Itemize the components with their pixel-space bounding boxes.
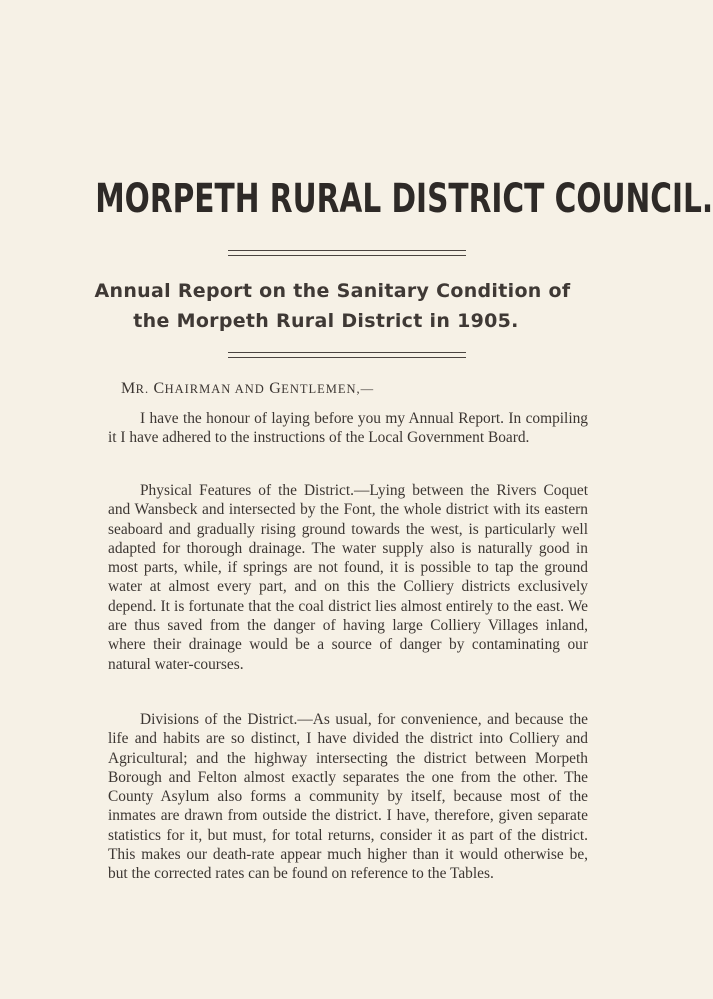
salutation-part: M <box>121 380 136 397</box>
salutation <box>121 380 374 398</box>
paragraph-physical-features: Physical Features of the District.—Lying between the Rivers Coquet and Wansbeck and intersected by the Font, the whole district with its eastern seaboard and gradually rising ground towards the west, is particularly well adapted for thorough drainage. The water supply also is naturally good in most parts, while, if springs are not found, it is possible to tap the ground water at almost every part, and on this the Colliery districts exclusively depend. It is fortunate that the coal district lies almost entirely to the east. We are thus saved from the danger of having large Colliery Villages inland, where their drainage would be a source of danger by contaminating our natural water-courses. <box>108 482 588 673</box>
salutation-part: HAIRMAN AND <box>164 382 265 396</box>
paragraph-divisions: Divisions of the District.—As usual, for convenience, and because the life and habits are so distinct, I have divided the district into Colliery and Agricultural; and the highway intersecting the district between Morpeth Borough and Felton almost exactly separates the one from the other. The County Asylum also forms a community by itself, because most of the inmates are drawn from outside the district. I have, therefore, given separate statistics for it, but must, for total returns, consider it as part of the district. This makes our death-rate appear much higher than it would otherwise be, but the corrected rates can be found on reference to the Tables. <box>108 711 588 883</box>
salutation-part: G <box>264 380 282 397</box>
report-subtitle-line-1: Annual Report on the Sanitary Condition of <box>94 280 571 302</box>
report-subtitle-line-2: the Morpeth Rural District in 1905. <box>133 310 519 332</box>
double-rule-top <box>228 250 466 256</box>
paragraph-introduction: I have the honour of laying before you my Annual Report. In compiling it I have adhered to the instructions of the Local Government Board. <box>108 410 588 447</box>
salutation-part: ENTLEMEN,— <box>281 382 375 396</box>
salutation-part: R. <box>135 382 150 396</box>
double-rule-bottom <box>228 352 466 358</box>
salutation-part: C <box>149 380 165 397</box>
council-title: MORPETH RURAL DISTRICT COUNCIL. <box>95 176 713 222</box>
